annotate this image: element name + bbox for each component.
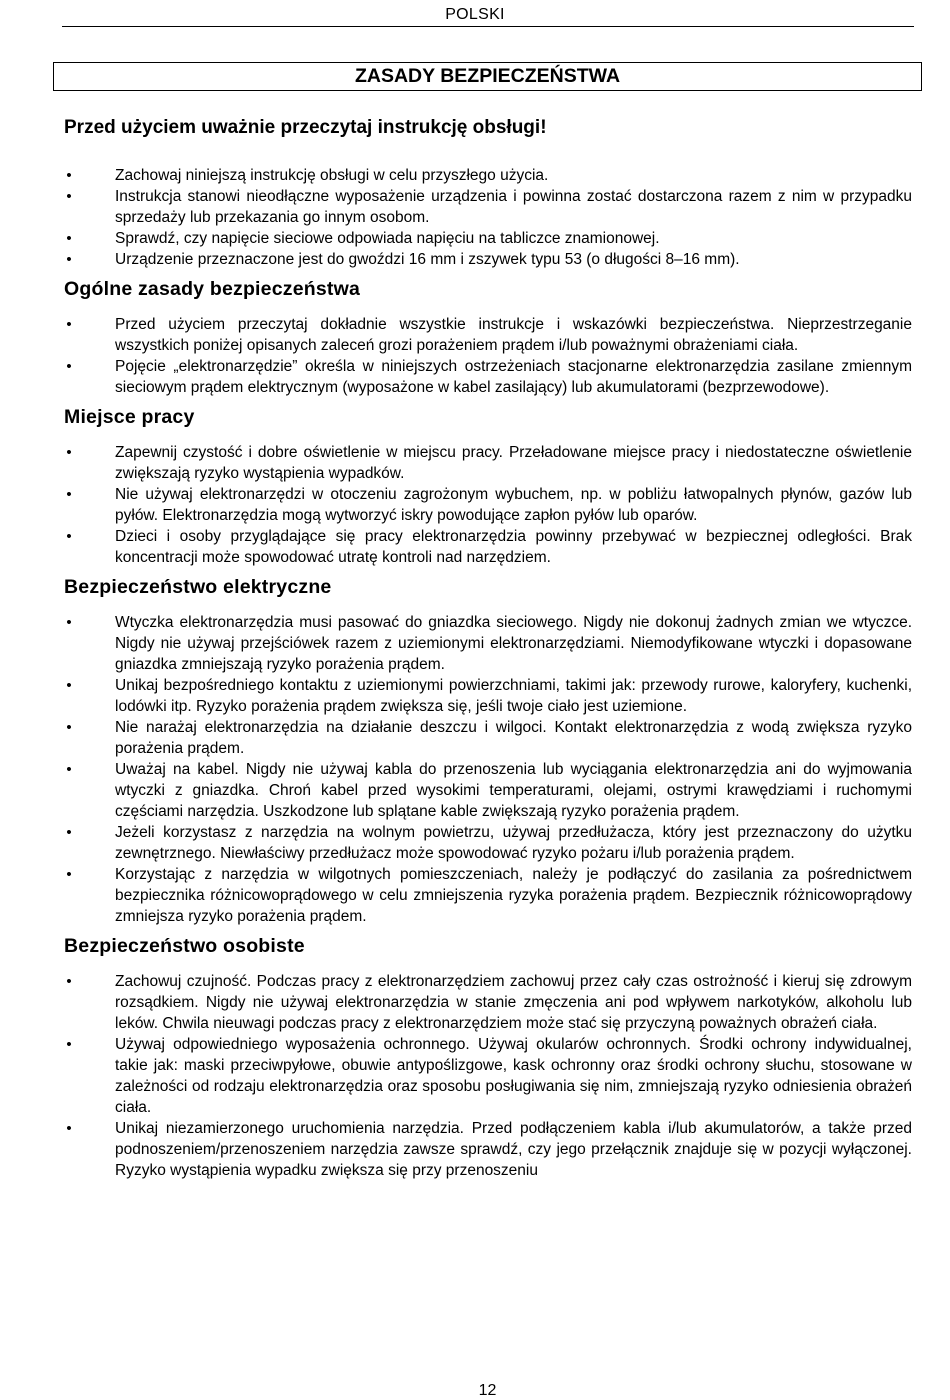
list-item-text: Zapewnij czystość i dobre oświetlenie w miejscu pracy. Przeładowane miejsce pracy i niedostateczne oświetlenie zwiększają ryzyko wystąpienia wypadków. (115, 444, 912, 482)
list-item-text: Przed użyciem przeczytaj dokładnie wszystkie instrukcje i wskazówki bezpieczeństwa. Nieprzestrzeganie wszystkich poniżej opisanych zaleceń grozi porażeniem prądem i/lub poważnymi obrażeniami ciała. (115, 316, 912, 354)
bullet-icon: • (66, 188, 72, 205)
list-item (64, 165, 912, 186)
bullet-icon: • (66, 230, 72, 247)
list-item (64, 612, 912, 675)
section-list (64, 971, 912, 1181)
bullet-icon: • (66, 761, 72, 778)
list-item-text: Dzieci i osoby przyglądające się pracy elektronarzędzia powinny przebywać w bezpiecznej odległości. Brak koncentracji może spowodować utratę kontroli nad narzędziem. (115, 528, 912, 566)
section-list (64, 314, 912, 398)
list-item-text: Unikaj bezpośredniego kontaktu z uziemionymi powierzchniami, takimi jak: przewody rurowe, kaloryfery, kuchenki, lodówki itp. Ryzyko porażenia prądem zwiększa się, jeśli twoje ciało jest uziemione. (115, 677, 912, 715)
list-item (64, 442, 912, 484)
section-list (64, 612, 912, 927)
bullet-icon: • (66, 528, 72, 545)
list-item (64, 1118, 912, 1181)
intro-heading: Przed użyciem uważnie przeczytaj instrukcję obsługi! (64, 117, 547, 138)
list-item (64, 759, 912, 822)
bullet-icon: • (66, 973, 72, 990)
bullet-icon: • (66, 866, 72, 883)
bullet-icon: • (66, 444, 72, 461)
list-item (64, 971, 912, 1034)
section-list (64, 442, 912, 568)
list-item-text: Urządzenie przeznaczone jest do gwoździ 16 mm i zszywek typu 53 (o długości 8–16 mm). (115, 251, 740, 268)
list-item-text: Korzystając z narzędzia w wilgotnych pomieszczeniach, należy je podłączyć do zasilania za pośrednictwem bezpiecznika różnicowoprądowego w celu zmniejszenia ryzyka porażenia prądem. Bezpiecznik różnicowoprądowy zmniejsza ryzyko porażenia prądem. (115, 866, 912, 925)
list-item-text: Nie używaj elektronarzędzi w otoczeniu zagrożonym wybuchem, np. w pobliżu łatwopalnych płynów, gazów lub pyłów. Elektronarzędzia mogą wytworzyć iskry powodujące zapłon pyłów lub oparów. (115, 486, 912, 524)
header-divider (62, 26, 914, 27)
list-item-text: Nie narażaj elektronarzędzia na działanie deszczu i wilgoci. Kontakt elektronarzędzia z wodą zwiększa ryzyko porażenia prądem. (115, 719, 912, 757)
page-number: 12 (478, 1382, 497, 1399)
list-item-text: Sprawdź, czy napięcie sieciowe odpowiada napięciu na tabliczce znamionowej. (115, 230, 660, 247)
list-item-text: Uważaj na kabel. Nigdy nie używaj kabla do przenoszenia lub wyciągania elektronarzędzia ani do wyjmowania wtyczki z gniazdka. Chroń kabel przed wysokimi temperaturami, olejami, ostrymi krawędziami i ruchomymi częściami narzędzia. Uszkodzone lub splątane kable zwiększają ryzyko porażenia prądem. (115, 761, 912, 820)
page-title: ZASADY BEZPIECZEŃSTWA (354, 65, 621, 87)
bullet-icon: • (66, 251, 72, 268)
bullet-icon: • (66, 824, 72, 841)
list-item-text: Zachowaj niniejszą instrukcję obsługi w celu przyszłego użycia. (115, 167, 549, 184)
list-item (64, 1034, 912, 1118)
list-item-text: Jeżeli korzystasz z narzędzia na wolnym powietrzu, używaj przedłużacza, który jest przeznaczony do użytku zewnętrznego. Niewłaściwy przedłużacz może spowodować ryzyko pożaru i/lub porażenia prądem. (115, 824, 912, 862)
sections-container (64, 278, 912, 1181)
list-item (64, 186, 912, 228)
document-body (64, 117, 912, 1189)
section-heading: Miejsce pracy (64, 406, 195, 428)
list-item (64, 822, 912, 864)
list-item (64, 675, 912, 717)
bullet-icon: • (66, 719, 72, 736)
list-item (64, 717, 912, 759)
bullet-icon: • (66, 316, 72, 333)
list-item (64, 228, 912, 249)
list-item-text: Instrukcja stanowi nieodłączne wyposażenie urządzenia i powinna zostać dostarczona razem z nim w przypadku sprzedaży lub przekazania go innym osobom. (115, 188, 912, 226)
section-heading: Bezpieczeństwo osobiste (64, 935, 305, 957)
list-item-text: Zachowuj czujność. Podczas pracy z elektronarzędziem zachowuj przez cały czas ostrożność i kieruj się zdrowym rozsądkiem. Nigdy nie używaj elektronarzędzia w stanie zmęczenia ani pod wpływem narkotyków, alkoholu lub leków. Chwila nieuwagi podczas pracy z elektronarzędziem może stać się przyczyną poważnych obrażeń ciała. (115, 973, 912, 1032)
list-item-text: Wtyczka elektronarzędzia musi pasować do gniazdka sieciowego. Nigdy nie dokonuj żadnych zmian we wtyczce. Nigdy nie używaj przejściówek razem z uziemionymi elektronarzędziami. Niemodyfikowane wtyczki i dopasowane gniazdka zmniejszają ryzyko porażenia prądem. (115, 614, 912, 673)
bullet-icon: • (66, 1120, 72, 1137)
header-language: POLSKI (445, 6, 505, 23)
bullet-icon: • (66, 677, 72, 694)
list-item (64, 356, 912, 398)
bullet-icon: • (66, 1036, 72, 1053)
section-heading: Bezpieczeństwo elektryczne (64, 576, 332, 598)
list-item-text: Używaj odpowiedniego wyposażenia ochronnego. Używaj okularów ochronnych. Środki ochrony indywidualnej, takie jak: maski przeciwpyłowe, obuwie antypoślizgowe, kask ochronny oraz środki ochrony słuchu, stosowane w zależności od rodzaju elektronarzędzia oraz sposobu posługiwania się nim, zmniejszają ryzyko odniesienia obrażeń ciała. (115, 1036, 912, 1116)
bullet-icon: • (66, 486, 72, 503)
section-heading: Ogólne zasady bezpieczeństwa (64, 278, 361, 300)
intro-list (64, 165, 912, 270)
list-item (64, 484, 912, 526)
list-item (64, 864, 912, 927)
list-item (64, 526, 912, 568)
bullet-icon: • (66, 167, 72, 184)
list-item-text: Unikaj niezamierzonego uruchomienia narzędzia. Przed podłączeniem kabla i/lub akumulatorów, a także przed podnoszeniem/przenoszeniem narzędzia zawsze sprawdź, czy jego przełącznik znajduje się w pozycji wyłączonej. Ryzyko wystąpienia wypadku zwiększa się przy przenoszeniu (115, 1120, 912, 1179)
bullet-icon: • (66, 614, 72, 631)
bullet-icon: • (66, 358, 72, 375)
list-item-text: Pojęcie „elektronarzędzie” określa w niniejszych ostrzeżeniach stacjonarne elektronarzędzia zasilane zmiennym sieciowym prądem elektrycznym (wyposażone w kabel zasilający) lub akumulatorami (bezprzewodowe). (115, 358, 912, 396)
list-item (64, 249, 912, 270)
list-item (64, 314, 912, 356)
